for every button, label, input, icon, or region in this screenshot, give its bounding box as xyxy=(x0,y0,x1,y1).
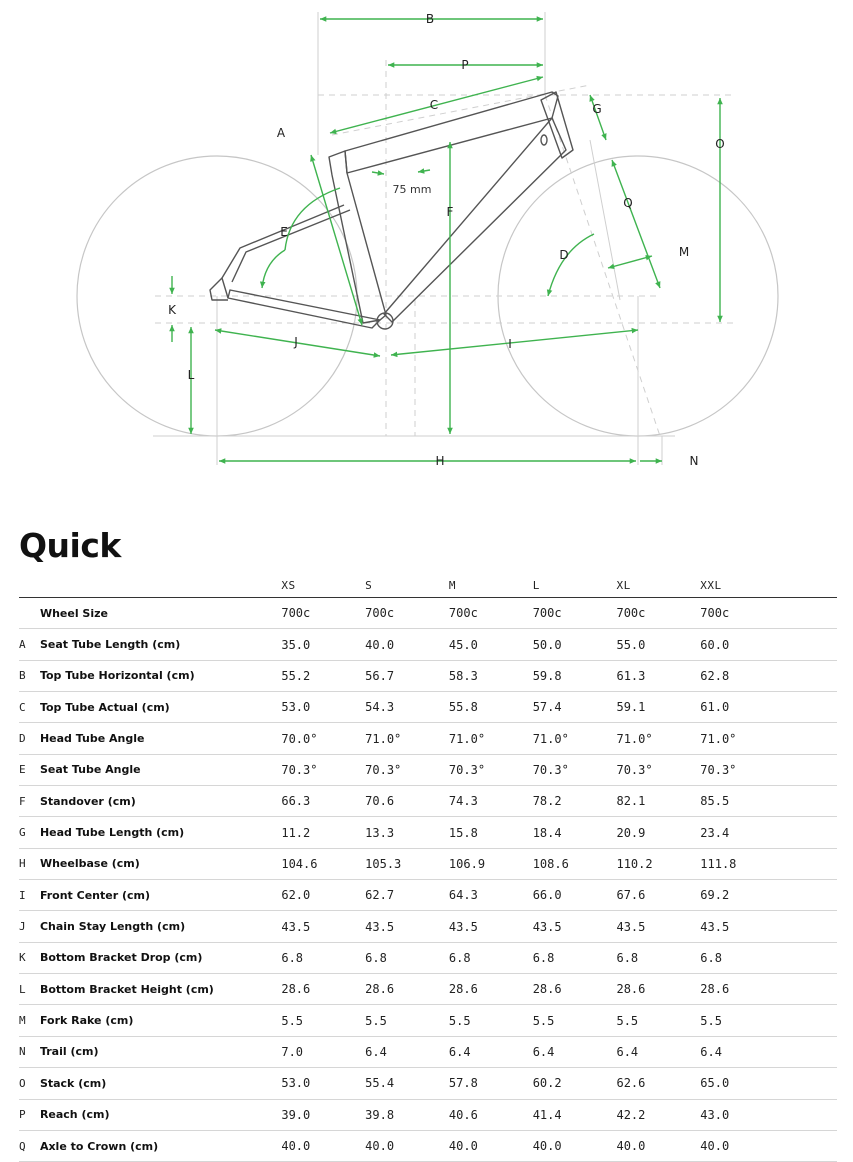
row-letter: D xyxy=(19,723,40,754)
row-label: Head Tube Length (cm) xyxy=(40,817,281,848)
label-m: M xyxy=(678,245,690,259)
table-cell: 82.1 xyxy=(616,786,700,817)
table-cell: 28.6 xyxy=(700,974,837,1005)
row-letter: H xyxy=(19,848,40,879)
row-letter: P xyxy=(19,1099,40,1130)
table-cell: 70.3° xyxy=(700,754,837,785)
row-letter: N xyxy=(19,1036,40,1067)
table-cell: 74.3 xyxy=(449,786,533,817)
table-cell: 700c xyxy=(281,598,365,629)
table-cell: 7.0 xyxy=(281,1036,365,1067)
row-letter: O xyxy=(19,1068,40,1099)
size-header: XXL xyxy=(700,573,837,598)
table-cell: 6.8 xyxy=(533,942,617,973)
table-cell: 70.3° xyxy=(533,754,617,785)
row-label: Seat Tube Angle xyxy=(40,754,281,785)
size-header: XL xyxy=(616,573,700,598)
label-g: G xyxy=(592,102,602,116)
table-cell: 71.0° xyxy=(616,723,700,754)
label-l: L xyxy=(187,368,195,382)
table-cell: 50.0 xyxy=(533,629,617,660)
label-j: J xyxy=(294,335,298,349)
row-letter: C xyxy=(19,692,40,723)
label-c: C xyxy=(429,98,439,112)
table-cell: 55.4 xyxy=(365,1068,449,1099)
extension-lines xyxy=(153,12,675,465)
row-label: Axle to Crown (cm) xyxy=(40,1130,281,1161)
row-label: Head Tube Angle xyxy=(40,723,281,754)
table-cell: 6.4 xyxy=(616,1036,700,1067)
table-cell: 60.0 xyxy=(700,629,837,660)
table-cell: 43.0 xyxy=(700,1099,837,1130)
table-cell: 70.3° xyxy=(281,754,365,785)
size-header-row xyxy=(19,573,837,598)
label-e: E xyxy=(280,225,288,239)
table-cell: 700c xyxy=(449,598,533,629)
table-cell: 23.4 xyxy=(700,817,837,848)
label-f: F xyxy=(446,205,454,219)
table-cell: 6.4 xyxy=(449,1036,533,1067)
table-cell: 5.5 xyxy=(281,1005,365,1036)
seat-offset-label: 75 mm xyxy=(392,183,432,196)
table-cell: 28.6 xyxy=(616,974,700,1005)
table-cell: 6.8 xyxy=(365,942,449,973)
table-cell: 6.8 xyxy=(281,942,365,973)
size-header: L xyxy=(533,573,617,598)
table-cell: 700c xyxy=(616,598,700,629)
table-cell: 62.8 xyxy=(700,660,837,691)
table-cell: 6.8 xyxy=(700,942,837,973)
row-label: Reach (cm) xyxy=(40,1099,281,1130)
table-cell: 40.0 xyxy=(365,629,449,660)
table-cell: 28.6 xyxy=(449,974,533,1005)
table-cell: 71.0° xyxy=(533,723,617,754)
label-q: Q xyxy=(623,196,633,210)
size-header: M xyxy=(449,573,533,598)
row-letter: M xyxy=(19,1005,40,1036)
row-letter: L xyxy=(19,974,40,1005)
row-label: Front Center (cm) xyxy=(40,880,281,911)
geometry-rows xyxy=(19,598,837,1162)
table-cell: 5.5 xyxy=(700,1005,837,1036)
row-label: Stack (cm) xyxy=(40,1068,281,1099)
row-label: Seat Tube Length (cm) xyxy=(40,629,281,660)
size-header: XS xyxy=(281,573,365,598)
table-cell: 57.8 xyxy=(449,1068,533,1099)
row-label: Wheelbase (cm) xyxy=(40,848,281,879)
table-cell: 700c xyxy=(365,598,449,629)
table-cell: 71.0° xyxy=(365,723,449,754)
table-cell: 6.8 xyxy=(616,942,700,973)
row-letter: F xyxy=(19,786,40,817)
table-row xyxy=(19,629,837,660)
table-cell: 28.6 xyxy=(281,974,365,1005)
table-cell: 111.8 xyxy=(700,848,837,879)
table-cell: 18.4 xyxy=(533,817,617,848)
table-cell: 56.7 xyxy=(365,660,449,691)
table-cell: 40.0 xyxy=(533,1130,617,1161)
label-n: N xyxy=(689,454,699,468)
table-cell: 61.3 xyxy=(616,660,700,691)
table-cell: 40.0 xyxy=(365,1130,449,1161)
table-cell: 15.8 xyxy=(449,817,533,848)
row-label: Trail (cm) xyxy=(40,1036,281,1067)
table-cell: 104.6 xyxy=(281,848,365,879)
table-cell: 70.6 xyxy=(365,786,449,817)
table-cell: 78.2 xyxy=(533,786,617,817)
table-cell: 5.5 xyxy=(616,1005,700,1036)
table-cell: 28.6 xyxy=(365,974,449,1005)
table-cell: 20.9 xyxy=(616,817,700,848)
table-cell: 58.3 xyxy=(449,660,533,691)
table-cell: 39.0 xyxy=(281,1099,365,1130)
row-letter: Q xyxy=(19,1130,40,1161)
bike-geometry-diagram xyxy=(0,0,853,480)
table-cell: 71.0° xyxy=(700,723,837,754)
label-b: B xyxy=(425,12,435,26)
table-row xyxy=(19,942,837,973)
row-letter: G xyxy=(19,817,40,848)
table-cell: 40.0 xyxy=(700,1130,837,1161)
table-cell: 62.7 xyxy=(365,880,449,911)
table-cell: 60.2 xyxy=(533,1068,617,1099)
size-header: S xyxy=(365,573,449,598)
table-cell: 70.3° xyxy=(449,754,533,785)
table-cell: 40.0 xyxy=(616,1130,700,1161)
table-row xyxy=(19,786,837,817)
table-cell: 43.5 xyxy=(616,911,700,942)
table-cell: 57.4 xyxy=(533,692,617,723)
table-cell: 43.5 xyxy=(281,911,365,942)
table-cell: 40.0 xyxy=(281,1130,365,1161)
table-row xyxy=(19,692,837,723)
table-row xyxy=(19,1036,837,1067)
table-cell: 62.0 xyxy=(281,880,365,911)
table-cell: 43.5 xyxy=(365,911,449,942)
page-title: Quick xyxy=(19,526,121,565)
table-cell: 61.0 xyxy=(700,692,837,723)
table-cell: 106.9 xyxy=(449,848,533,879)
table-cell: 53.0 xyxy=(281,1068,365,1099)
table-cell: 700c xyxy=(700,598,837,629)
table-cell: 70.3° xyxy=(616,754,700,785)
table-cell: 62.6 xyxy=(616,1068,700,1099)
table-cell: 43.5 xyxy=(700,911,837,942)
label-p: P xyxy=(461,58,469,72)
table-row xyxy=(19,1068,837,1099)
bike-frame xyxy=(210,92,573,329)
table-cell: 59.8 xyxy=(533,660,617,691)
table-cell: 40.0 xyxy=(449,1130,533,1161)
table-cell: 65.0 xyxy=(700,1068,837,1099)
table-cell: 43.5 xyxy=(449,911,533,942)
table-cell: 70.3° xyxy=(365,754,449,785)
table-cell: 69.2 xyxy=(700,880,837,911)
table-cell: 6.4 xyxy=(365,1036,449,1067)
table-cell: 85.5 xyxy=(700,786,837,817)
table-cell: 43.5 xyxy=(533,911,617,942)
table-cell: 5.5 xyxy=(365,1005,449,1036)
table-cell: 6.4 xyxy=(533,1036,617,1067)
table-cell: 55.8 xyxy=(449,692,533,723)
table-cell: 6.4 xyxy=(700,1036,837,1067)
table-row xyxy=(19,660,837,691)
row-label: Fork Rake (cm) xyxy=(40,1005,281,1036)
table-cell: 71.0° xyxy=(449,723,533,754)
table-cell: 64.3 xyxy=(449,880,533,911)
table-row xyxy=(19,817,837,848)
table-row xyxy=(19,848,837,879)
table-cell: 700c xyxy=(533,598,617,629)
table-row xyxy=(19,880,837,911)
row-label: Chain Stay Length (cm) xyxy=(40,911,281,942)
row-letter: I xyxy=(19,880,40,911)
table-cell: 39.8 xyxy=(365,1099,449,1130)
row-label: Top Tube Horizontal (cm) xyxy=(40,660,281,691)
table-cell: 67.6 xyxy=(616,880,700,911)
row-label: Bottom Bracket Height (cm) xyxy=(40,974,281,1005)
table-cell: 66.0 xyxy=(533,880,617,911)
table-cell: 53.0 xyxy=(281,692,365,723)
table-cell: 5.5 xyxy=(449,1005,533,1036)
table-cell: 42.2 xyxy=(616,1099,700,1130)
row-letter: K xyxy=(19,942,40,973)
label-o: O xyxy=(715,137,725,151)
row-label: Top Tube Actual (cm) xyxy=(40,692,281,723)
row-letter: B xyxy=(19,660,40,691)
table-cell: 110.2 xyxy=(616,848,700,879)
table-row xyxy=(19,598,837,629)
table-cell: 108.6 xyxy=(533,848,617,879)
label-h: H xyxy=(435,454,445,468)
row-letter: E xyxy=(19,754,40,785)
table-cell: 40.6 xyxy=(449,1099,533,1130)
table-row xyxy=(19,974,837,1005)
table-cell: 28.6 xyxy=(533,974,617,1005)
geometry-table xyxy=(19,573,837,1162)
row-label: Bottom Bracket Drop (cm) xyxy=(40,942,281,973)
table-row xyxy=(19,723,837,754)
table-row xyxy=(19,1130,837,1161)
table-row xyxy=(19,1005,837,1036)
table-cell: 105.3 xyxy=(365,848,449,879)
table-cell: 5.5 xyxy=(533,1005,617,1036)
table-cell: 13.3 xyxy=(365,817,449,848)
table-row xyxy=(19,754,837,785)
row-label: Wheel Size xyxy=(40,598,281,629)
label-i: I xyxy=(508,337,512,351)
table-row xyxy=(19,911,837,942)
table-row xyxy=(19,1099,837,1130)
dimension-labels xyxy=(168,12,725,468)
row-letter xyxy=(19,598,40,629)
table-cell: 55.0 xyxy=(616,629,700,660)
table-cell: 66.3 xyxy=(281,786,365,817)
row-letter: J xyxy=(19,911,40,942)
table-cell: 59.1 xyxy=(616,692,700,723)
table-cell: 54.3 xyxy=(365,692,449,723)
table-cell: 41.4 xyxy=(533,1099,617,1130)
label-k: K xyxy=(168,303,176,317)
table-cell: 70.0° xyxy=(281,723,365,754)
row-letter: A xyxy=(19,629,40,660)
table-cell: 11.2 xyxy=(281,817,365,848)
label-d: D xyxy=(559,248,569,262)
label-a: A xyxy=(276,126,286,140)
table-cell: 6.8 xyxy=(449,942,533,973)
table-cell: 45.0 xyxy=(449,629,533,660)
guide-lines xyxy=(155,60,735,436)
row-label: Standover (cm) xyxy=(40,786,281,817)
table-cell: 55.2 xyxy=(281,660,365,691)
table-cell: 35.0 xyxy=(281,629,365,660)
